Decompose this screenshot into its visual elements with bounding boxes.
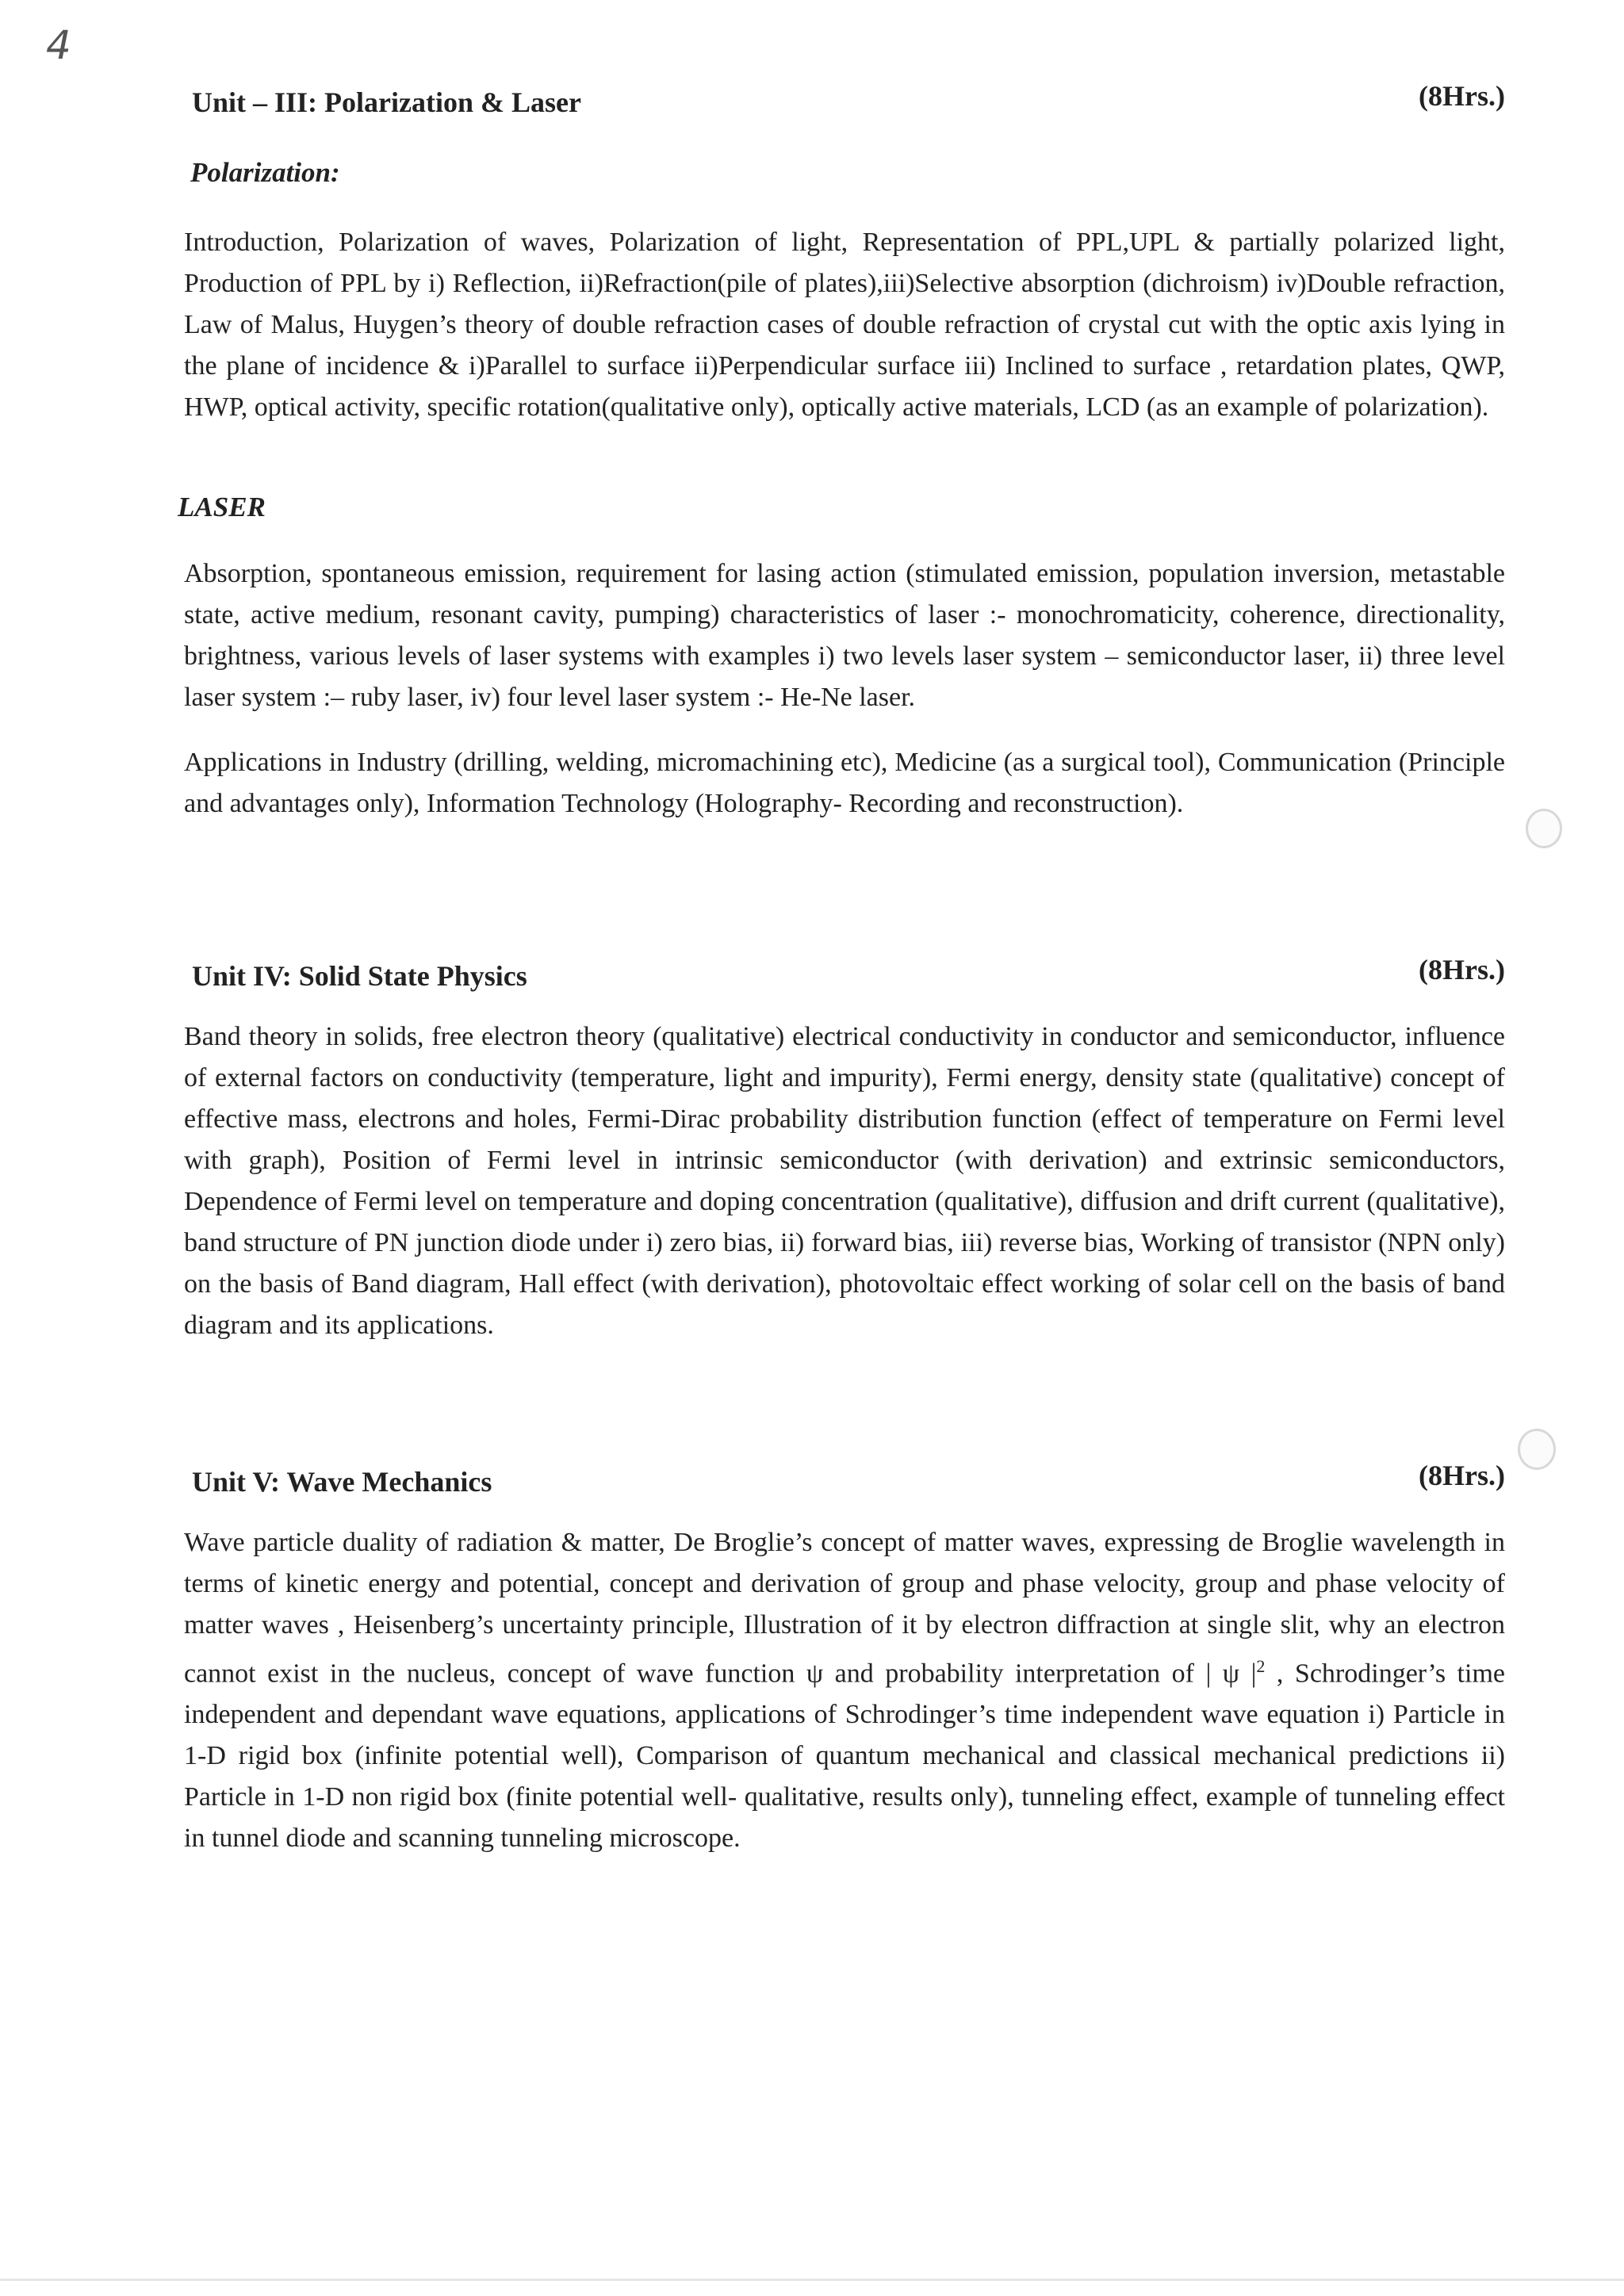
unit-5-hours: (8Hrs.) [1419, 1460, 1505, 1491]
wave-mechanics-text-part1: Wave particle duality of radiation & matter, De Broglie’s concept of matter waves, expressing de Broglie wavelength in terms of kinetic energy and potential, concept and derivation of group and phase velocity, group and phase velocity of matter waves , Heisenberg’s uncertainty principle, Illustration of it by electron diffraction at single slit, why an electron cannot exist in the nucleus, concept of wave function ψ and probability interpretation of | ψ | [184, 1528, 1505, 1689]
unit-5-section [184, 1460, 1505, 1859]
polarization-heading: Polarization: [190, 157, 340, 188]
punch-hole-upper [1526, 809, 1562, 848]
unit-3-title: Unit – III: Polarization & Laser [192, 86, 581, 118]
polarization-paragraph: Introduction, Polarization of waves, Polarization of light, Representation of PPL,UPL & partially polarized light, Production of PPL by i) Reflection, ii)Refraction(pile of plates),iii)Selective absorption (dichroism) iv)Double refraction, Law of Malus, Huygen’s theory of double refraction cases of double refraction of crystal cut with the optic axis lying in the plane of incidence & i)Parallel to surface ii)Perpendicular surface iii) Inclined to surface , retardation plates, QWP, HWP, optical activity, specific rotation(qualitative only), optically active materials, LCD (as an example of polarization). [184, 228, 1505, 422]
wave-mechanics-paragraph [184, 1522, 1505, 1859]
unit-3-header [184, 80, 1505, 130]
page-number: 4 [46, 22, 71, 68]
unit-3-hours: (8Hrs.) [1419, 80, 1505, 112]
unit-5-header [184, 1460, 1505, 1510]
laser-section [178, 492, 1505, 825]
unit-4-title: Unit IV: Solid State Physics [192, 960, 527, 992]
psi-squared-superscript: 2 [1256, 1656, 1266, 1676]
unit-3-section [184, 80, 1505, 428]
laser-paragraph: Absorption, spontaneous emission, requirement for lasing action (stimulated emission, population inversion, metastable state, active medium, resonant cavity, pumping) characteristics of laser :- monochromaticity, coherence, directionality, brightness, various levels of laser systems with examples i) two levels laser system – semiconductor laser, ii) three level laser system :– ruby laser, iv) four level laser system :- He-Ne laser. [184, 559, 1505, 712]
applications-paragraph: Applications in Industry (drilling, welding, micromachining etc), Medicine (as a surgical tool), Communication (Principle and advantages only), Information Technology (Holography- Recording and reconstruction). [184, 748, 1505, 818]
unit-4-section [184, 954, 1505, 1346]
laser-heading: LASER [178, 492, 266, 522]
unit-5-title: Unit V: Wave Mechanics [192, 1466, 492, 1498]
wave-mechanics-text-part2: , Schrodinger’s time independent and dependant wave equations, applications of Schrodinger’s time independent wave equation i) Particle in 1-D rigid box (infinite potential well), Comparison of quantum mechanical and classical mechanical predictions ii) Particle in 1-D non rigid box (finite potential well- qualitative, results only), tunneling effect, example of tunneling effect in tunnel diode and scanning tunneling microscope. [184, 1659, 1505, 1854]
solid-state-paragraph: Band theory in solids, free electron theory (qualitative) electrical conductivity in conductor and semiconductor, influence of external factors on conductivity (temperature, light and impurity), Fermi energy, density state (qualitative) concept of effective mass, electrons and holes, Fermi-Dirac probability distribution function (effect of temperature on Fermi level with graph), Position of Fermi level in intrinsic semiconductor (with derivation) and extrinsic semiconductors, Dependence of Fermi level on temperature and doping concentration (qualitative), diffusion and drift current (qualitative), band structure of PN junction diode under i) zero bias, ii) forward bias, iii) reverse bias, Working of transistor (NPN only) on the basis of Band diagram, Hall effect (with derivation), photovoltaic effect working of solar cell on the basis of band diagram and its applications. [184, 1022, 1505, 1340]
unit-4-header [184, 954, 1505, 1004]
unit-4-hours: (8Hrs.) [1419, 954, 1505, 985]
page-bottom-edge [0, 2279, 1624, 2281]
punch-hole-lower [1518, 1429, 1556, 1470]
